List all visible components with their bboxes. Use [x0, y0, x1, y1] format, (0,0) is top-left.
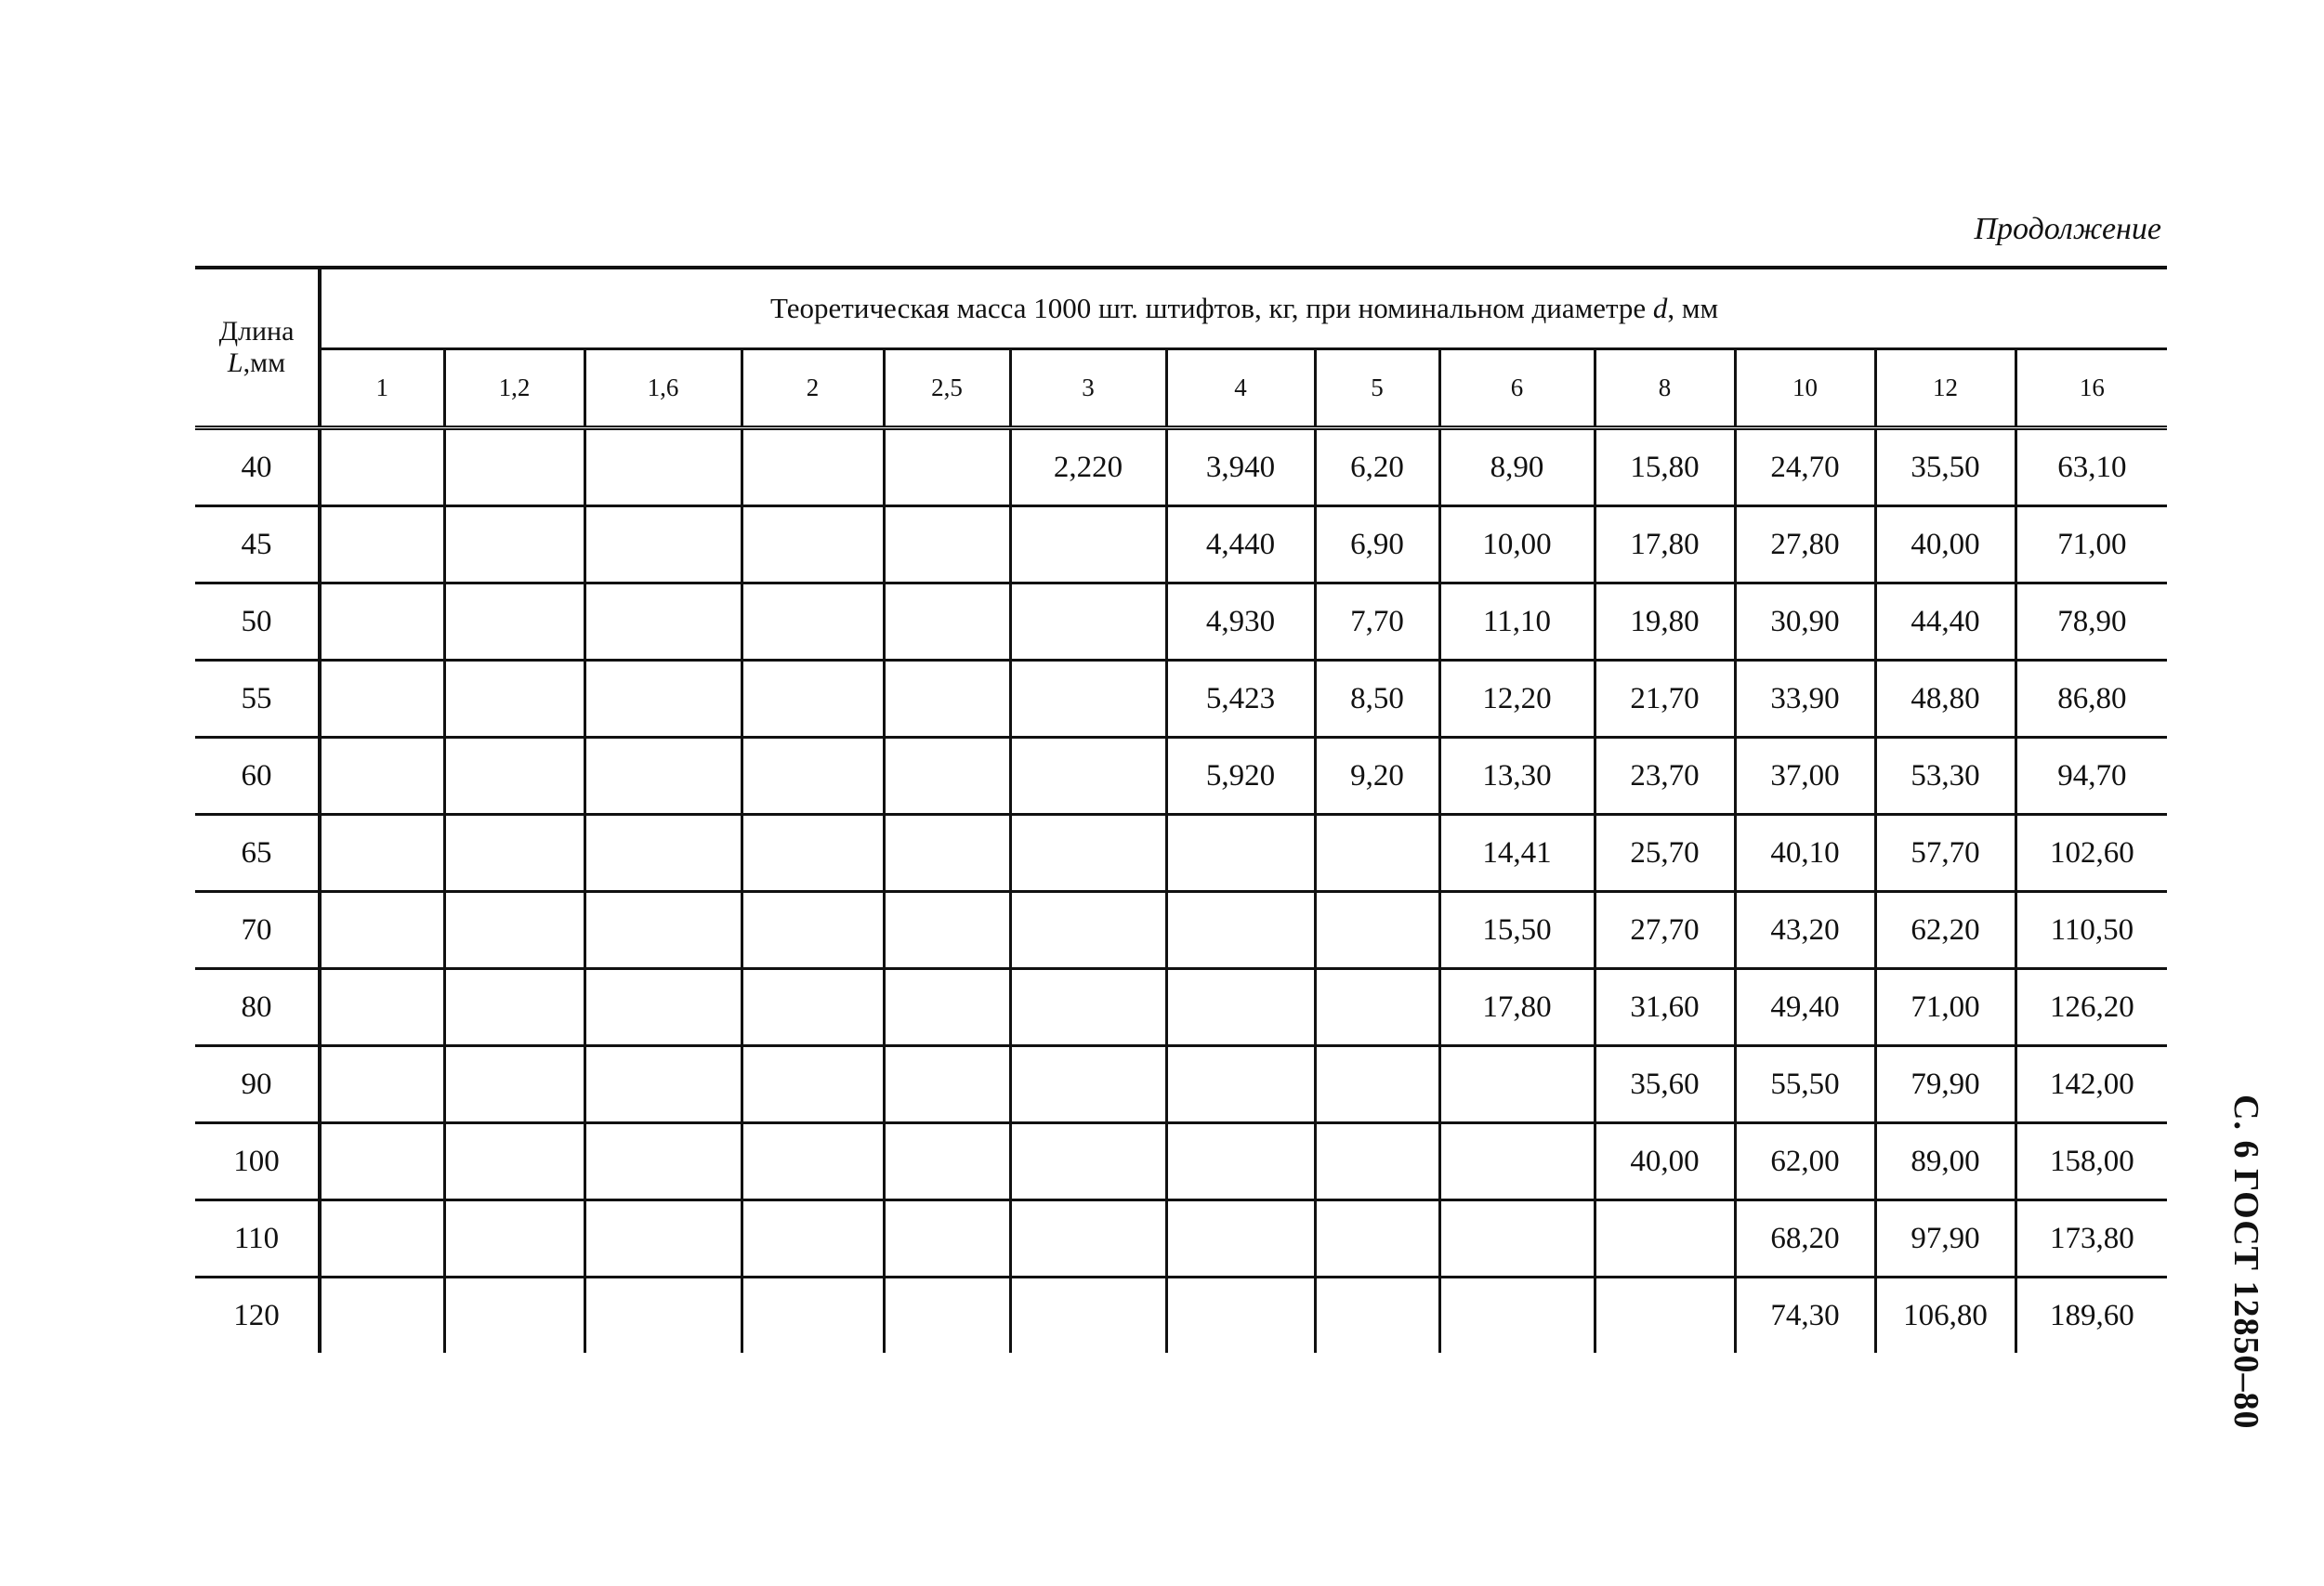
mass-value-cell: [444, 1278, 584, 1354]
mass-value-cell: 71,00: [2015, 506, 2167, 583]
mass-value-cell: [320, 892, 444, 969]
mass-value-cell: [1010, 892, 1166, 969]
mass-value-cell: 5,920: [1166, 738, 1315, 815]
table-row: [195, 428, 2167, 506]
diameter-header-cell: 8: [1595, 348, 1735, 428]
mass-value-cell: [1166, 1046, 1315, 1123]
mass-value-cell: [884, 969, 1010, 1046]
super-header-text: Теоретическая масса 1000 шт. штифтов, кг, при номинальном диаметре: [770, 291, 1653, 324]
mass-value-cell: [444, 661, 584, 738]
mass-value-cell: [320, 1278, 444, 1354]
mass-value-cell: 78,90: [2015, 583, 2167, 661]
mass-value-cell: 15,80: [1595, 428, 1735, 506]
mass-value-cell: [742, 738, 884, 815]
mass-value-cell: [1315, 892, 1439, 969]
mass-value-cell: 37,00: [1735, 738, 1875, 815]
mass-value-cell: [1010, 506, 1166, 583]
mass-value-cell: 126,20: [2015, 969, 2167, 1046]
mass-value-cell: [320, 1046, 444, 1123]
mass-value-cell: [320, 815, 444, 892]
mass-value-cell: [1315, 815, 1439, 892]
mass-value-cell: [320, 1200, 444, 1278]
mass-value-cell: 2,220: [1010, 428, 1166, 506]
diameter-header-cell: 2: [742, 348, 884, 428]
table-row: [195, 661, 2167, 738]
mass-value-cell: 40,00: [1875, 506, 2015, 583]
length-cell: 80: [195, 969, 320, 1046]
mass-value-cell: [320, 1123, 444, 1200]
table-row: [195, 583, 2167, 661]
table-row: [195, 1200, 2167, 1278]
mass-value-cell: [884, 506, 1010, 583]
mass-value-cell: 40,00: [1595, 1123, 1735, 1200]
mass-value-cell: [584, 1046, 742, 1123]
table-row: [195, 1046, 2167, 1123]
diameter-header-cell: 1: [320, 348, 444, 428]
mass-value-cell: [1010, 1123, 1166, 1200]
mass-value-cell: [742, 815, 884, 892]
mass-value-cell: 63,10: [2015, 428, 2167, 506]
mass-value-cell: 40,10: [1735, 815, 1875, 892]
mass-value-cell: 24,70: [1735, 428, 1875, 506]
length-cell: 120: [195, 1278, 320, 1354]
length-cell: 40: [195, 428, 320, 506]
mass-value-cell: 4,930: [1166, 583, 1315, 661]
mass-value-cell: [884, 892, 1010, 969]
length-cell: 50: [195, 583, 320, 661]
mass-value-cell: [1315, 1123, 1439, 1200]
mass-value-cell: 9,20: [1315, 738, 1439, 815]
mass-value-cell: [742, 1200, 884, 1278]
mass-value-cell: [884, 1046, 1010, 1123]
mass-value-cell: 7,70: [1315, 583, 1439, 661]
mass-value-cell: [884, 1123, 1010, 1200]
mass-value-cell: 8,50: [1315, 661, 1439, 738]
mass-value-cell: [742, 661, 884, 738]
mass-value-cell: 6,90: [1315, 506, 1439, 583]
length-cell: 70: [195, 892, 320, 969]
mass-value-cell: 55,50: [1735, 1046, 1875, 1123]
table-row: [195, 1123, 2167, 1200]
mass-value-cell: 86,80: [2015, 661, 2167, 738]
mass-value-cell: [742, 892, 884, 969]
mass-value-cell: [1010, 1046, 1166, 1123]
mass-value-cell: [1166, 815, 1315, 892]
length-cell: 45: [195, 506, 320, 583]
mass-value-cell: [444, 428, 584, 506]
mass-value-cell: [1010, 583, 1166, 661]
diameter-header-cell: 1,6: [584, 348, 742, 428]
mass-value-cell: [884, 738, 1010, 815]
mass-value-cell: [584, 583, 742, 661]
page-side-note: С. 6 ГОСТ 12850–80: [2226, 1094, 2265, 1430]
mass-value-cell: [1166, 1123, 1315, 1200]
mass-value-cell: [584, 1200, 742, 1278]
length-cell: 55: [195, 661, 320, 738]
mass-value-cell: [320, 969, 444, 1046]
mass-value-cell: [1010, 1278, 1166, 1354]
length-cell: 100: [195, 1123, 320, 1200]
mass-value-cell: 13,30: [1439, 738, 1595, 815]
mass-value-cell: 15,50: [1439, 892, 1595, 969]
table-row: [195, 815, 2167, 892]
length-cell: 90: [195, 1046, 320, 1123]
mass-value-cell: 35,60: [1595, 1046, 1735, 1123]
mass-value-cell: 31,60: [1595, 969, 1735, 1046]
mass-value-cell: [884, 815, 1010, 892]
mass-value-cell: [584, 969, 742, 1046]
mass-value-cell: 68,20: [1735, 1200, 1875, 1278]
mass-value-cell: 14,41: [1439, 815, 1595, 892]
mass-value-cell: 10,00: [1439, 506, 1595, 583]
mass-value-cell: 3,940: [1166, 428, 1315, 506]
mass-value-cell: [584, 815, 742, 892]
mass-value-cell: [584, 428, 742, 506]
mass-value-cell: 44,40: [1875, 583, 2015, 661]
super-header-unit: , мм: [1667, 291, 1719, 324]
mass-value-cell: 11,10: [1439, 583, 1595, 661]
mass-value-cell: [884, 428, 1010, 506]
mass-value-cell: 89,00: [1875, 1123, 2015, 1200]
mass-value-cell: 57,70: [1875, 815, 2015, 892]
mass-value-cell: [884, 583, 1010, 661]
mass-value-cell: [320, 583, 444, 661]
mass-value-cell: [1010, 661, 1166, 738]
mass-value-cell: 30,90: [1735, 583, 1875, 661]
diameter-variable: d: [1652, 291, 1668, 324]
length-cell: 110: [195, 1200, 320, 1278]
mass-value-cell: [444, 1046, 584, 1123]
mass-value-cell: [444, 738, 584, 815]
mass-value-cell: 71,00: [1875, 969, 2015, 1046]
mass-super-header: [320, 268, 2167, 348]
mass-value-cell: [1595, 1200, 1735, 1278]
mass-value-cell: 21,70: [1595, 661, 1735, 738]
mass-value-cell: 17,80: [1439, 969, 1595, 1046]
mass-value-cell: [1166, 1200, 1315, 1278]
mass-value-cell: 19,80: [1595, 583, 1735, 661]
mass-value-cell: [320, 428, 444, 506]
length-cell: 60: [195, 738, 320, 815]
mass-value-cell: 23,70: [1595, 738, 1735, 815]
mass-value-cell: [1595, 1278, 1735, 1354]
diameter-header-cell: 1,2: [444, 348, 584, 428]
mass-value-cell: 27,80: [1735, 506, 1875, 583]
mass-value-cell: [742, 1123, 884, 1200]
mass-value-cell: [742, 1278, 884, 1354]
mass-value-cell: 27,70: [1595, 892, 1735, 969]
mass-value-cell: [742, 428, 884, 506]
mass-value-cell: [742, 969, 884, 1046]
diameter-header-cell: 12: [1875, 348, 2015, 428]
mass-value-cell: [320, 506, 444, 583]
continuation-label: Продолжение: [1974, 212, 2161, 246]
mass-value-cell: [1439, 1123, 1595, 1200]
mass-value-cell: 12,20: [1439, 661, 1595, 738]
mass-value-cell: 142,00: [2015, 1046, 2167, 1123]
mass-value-cell: [320, 661, 444, 738]
mass-value-cell: [1166, 892, 1315, 969]
diameter-header-cell: 3: [1010, 348, 1166, 428]
diameter-header-cell: 6: [1439, 348, 1595, 428]
mass-value-cell: [1010, 815, 1166, 892]
mass-value-cell: [584, 661, 742, 738]
mass-value-cell: 74,30: [1735, 1278, 1875, 1354]
mass-value-cell: 106,80: [1875, 1278, 2015, 1354]
length-variable: L: [227, 347, 243, 378]
mass-value-cell: 33,90: [1735, 661, 1875, 738]
mass-value-cell: [1010, 738, 1166, 815]
diameter-header-row: [195, 348, 2167, 428]
diameter-header-cell: 10: [1735, 348, 1875, 428]
mass-value-cell: [1315, 1046, 1439, 1123]
table-row: [195, 506, 2167, 583]
mass-value-cell: 79,90: [1875, 1046, 2015, 1123]
mass-value-cell: [1010, 969, 1166, 1046]
mass-value-cell: [742, 583, 884, 661]
mass-value-cell: [1166, 1278, 1315, 1354]
mass-value-cell: [742, 506, 884, 583]
diameter-header-cell: 5: [1315, 348, 1439, 428]
mass-value-cell: 43,20: [1735, 892, 1875, 969]
table-row: [195, 1278, 2167, 1354]
table-row: [195, 892, 2167, 969]
mass-value-cell: 110,50: [2015, 892, 2167, 969]
mass-value-cell: [1315, 1200, 1439, 1278]
length-header: [195, 268, 320, 428]
mass-value-cell: [444, 815, 584, 892]
diameter-header-cell: 2,5: [884, 348, 1010, 428]
mass-value-cell: 94,70: [2015, 738, 2167, 815]
diameter-header-cell: 4: [1166, 348, 1315, 428]
mass-value-cell: [884, 1200, 1010, 1278]
mass-value-cell: 62,00: [1735, 1123, 1875, 1200]
mass-value-cell: [444, 1123, 584, 1200]
mass-value-cell: 17,80: [1595, 506, 1735, 583]
mass-value-cell: [884, 661, 1010, 738]
mass-value-cell: 8,90: [1439, 428, 1595, 506]
mass-value-cell: [444, 892, 584, 969]
mass-value-cell: [884, 1278, 1010, 1354]
mass-value-cell: 102,60: [2015, 815, 2167, 892]
mass-value-cell: 35,50: [1875, 428, 2015, 506]
mass-table: [195, 266, 2167, 1353]
table-row: [195, 738, 2167, 815]
mass-value-cell: [584, 506, 742, 583]
mass-value-cell: [584, 892, 742, 969]
length-header-line1: Длина: [218, 316, 295, 347]
mass-value-cell: [320, 738, 444, 815]
mass-value-cell: 25,70: [1595, 815, 1735, 892]
length-header-line2: [195, 347, 318, 379]
mass-value-cell: 49,40: [1735, 969, 1875, 1046]
mass-value-cell: 173,80: [2015, 1200, 2167, 1278]
mass-value-cell: 97,90: [1875, 1200, 2015, 1278]
mass-value-cell: [1166, 969, 1315, 1046]
mass-value-cell: [742, 1046, 884, 1123]
mass-value-cell: [1315, 1278, 1439, 1354]
mass-value-cell: 48,80: [1875, 661, 2015, 738]
mass-value-cell: [1439, 1278, 1595, 1354]
mass-value-cell: [584, 1278, 742, 1354]
mass-value-cell: 158,00: [2015, 1123, 2167, 1200]
mass-value-cell: 4,440: [1166, 506, 1315, 583]
mass-value-cell: [584, 738, 742, 815]
length-unit: ,мм: [243, 347, 286, 378]
mass-value-cell: 5,423: [1166, 661, 1315, 738]
mass-value-cell: [1439, 1046, 1595, 1123]
mass-value-cell: [444, 1200, 584, 1278]
diameter-header-cell: 16: [2015, 348, 2167, 428]
mass-value-cell: 6,20: [1315, 428, 1439, 506]
mass-value-cell: [1010, 1200, 1166, 1278]
mass-value-cell: 62,20: [1875, 892, 2015, 969]
length-cell: 65: [195, 815, 320, 892]
mass-value-cell: [584, 1123, 742, 1200]
table-row: [195, 969, 2167, 1046]
mass-value-cell: [444, 506, 584, 583]
mass-value-cell: [1315, 969, 1439, 1046]
mass-value-cell: [444, 969, 584, 1046]
mass-value-cell: [1439, 1200, 1595, 1278]
table-body: [195, 428, 2167, 1354]
mass-value-cell: [444, 583, 584, 661]
mass-value-cell: 189,60: [2049, 1298, 2134, 1332]
mass-value-cell: 53,30: [1875, 738, 2015, 815]
